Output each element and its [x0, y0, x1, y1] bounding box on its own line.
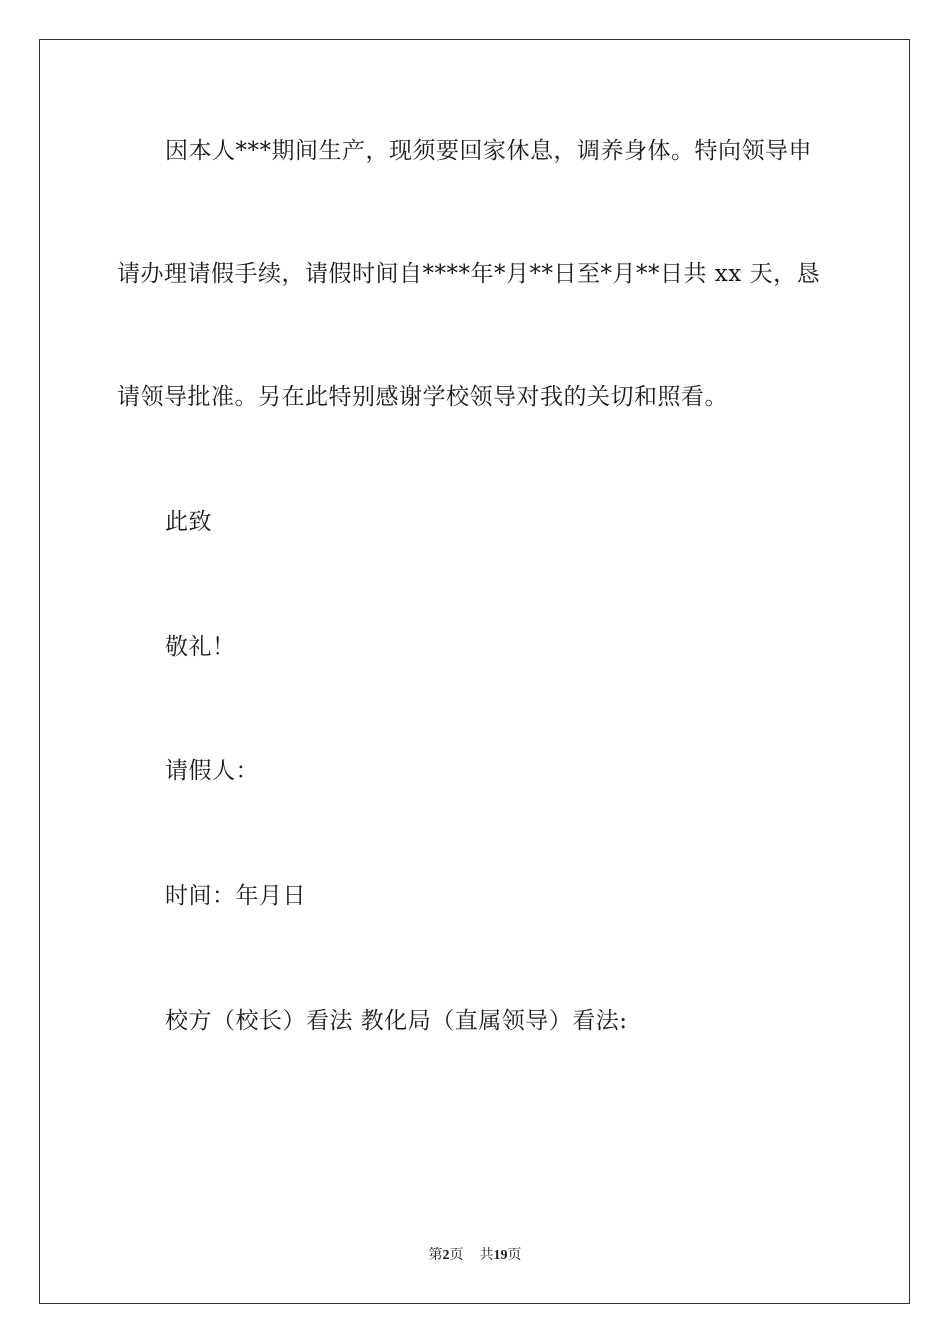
page-prefix: 第 [428, 1248, 443, 1263]
page-number: 2 [442, 1248, 450, 1263]
salutation: 此致 [165, 509, 212, 535]
total-suffix: 页 [507, 1248, 522, 1263]
page-footer [0, 1247, 950, 1265]
applicant-label: 请假人： [165, 758, 259, 784]
total-pages: 19 [493, 1248, 508, 1263]
regards: 敬礼！ [165, 634, 236, 660]
body-line-2: 请办理请假手续，请假时间自****年*月**日至*月**日共 xx 天，恳 [117, 261, 821, 287]
date-label: 时间：年月日 [165, 883, 306, 909]
total-prefix: 共 [479, 1248, 494, 1263]
body-line-3: 请领导批准。另在此特别感谢学校领导对我的关切和照看。 [117, 384, 728, 410]
page-suffix: 页 [449, 1248, 464, 1263]
page-border [39, 39, 910, 1304]
opinions-label: 校方（校长）看法 教化局（直属领导）看法: [165, 1008, 628, 1034]
body-line-1: 因本人***期间生产，现须要回家休息，调养身体。特向领导申 [165, 138, 812, 164]
